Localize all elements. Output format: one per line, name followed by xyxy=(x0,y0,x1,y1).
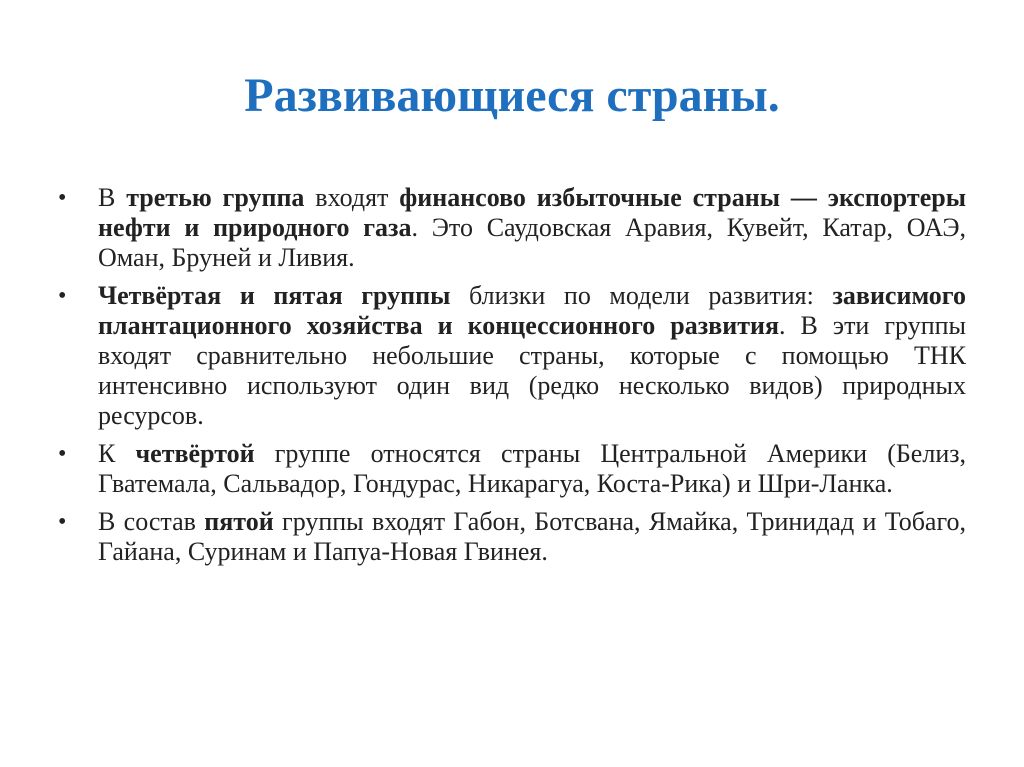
text-run: В xyxy=(98,183,127,212)
text-run: В состав xyxy=(98,507,205,536)
bullet-marker: • xyxy=(58,283,67,309)
text-run: . Это Саудовская Аравия, Кувейт, Катар, ОАЭ, Оман, Бруней и Ливия. xyxy=(98,213,966,272)
bold-text-run: Четвёртая и пятая группы xyxy=(98,281,451,310)
slide-title: Развивающиеся страны. xyxy=(244,69,780,122)
bullet-item xyxy=(56,183,966,273)
bullet-marker: • xyxy=(58,185,67,211)
bullet-list xyxy=(56,183,966,575)
text-run: группы входят Габон, Ботсвана, Ямайка, Тринидад и Тобаго, Гайана, Суринам и Папуа-Новая Гвинея. xyxy=(98,507,966,566)
bold-text-run: четвёртой xyxy=(135,439,255,468)
bullet-item xyxy=(56,439,966,499)
bullet-marker: • xyxy=(58,441,67,467)
bullet-item xyxy=(56,281,966,431)
bold-text-run: пятой xyxy=(204,507,274,536)
text-run: группе относятся страны Центральной Америки (Белиз, Гватемала, Сальвадор, Гондурас, Никарагуа, Коста-Рика) и Шри-Ланка. xyxy=(98,439,967,498)
bold-text-run: зависимого плантационного хозяйства и концессионного развития xyxy=(98,281,966,340)
bold-text-run: финансово избыточные страны — экспортеры нефти и природного газа xyxy=(98,183,966,242)
bullet-marker: • xyxy=(58,509,67,535)
text-run: близки по модели развития: xyxy=(450,281,833,310)
bold-text-run: третью группа xyxy=(126,183,305,212)
text-run: . В эти группы входят сравнительно небольшие страны, которые с помощью ТНК интенсивно используют один вид (редко несколько видов) природных ресурсов. xyxy=(98,311,966,430)
text-run: К xyxy=(98,439,136,468)
text-run: входят xyxy=(304,183,400,212)
bullet-item xyxy=(56,507,966,567)
